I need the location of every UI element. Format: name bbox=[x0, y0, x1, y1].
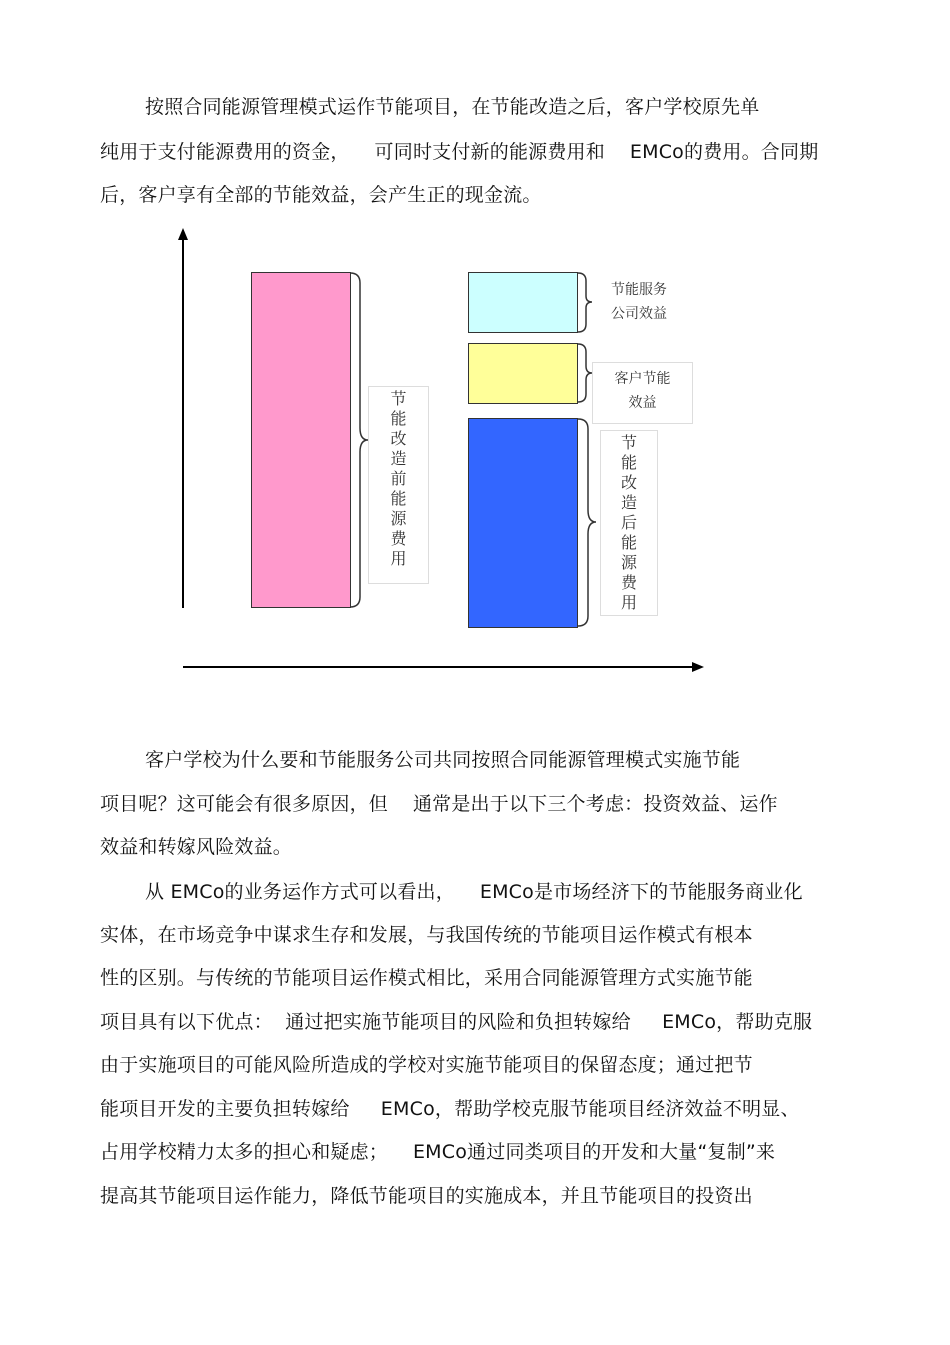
emco-benefit-bar bbox=[468, 272, 578, 333]
emco-benefit-label-line-1: 节能服务 bbox=[611, 282, 667, 298]
paragraph-1-line-3: 后，客户享有全部的节能效益，会产生正的现金流。 bbox=[100, 184, 542, 206]
vertical-char: 前 bbox=[390, 469, 407, 488]
bottom-brace-icon bbox=[578, 419, 596, 626]
y-axis-arrow-icon bbox=[178, 228, 188, 240]
vertical-char: 源 bbox=[390, 509, 407, 528]
pre-retrofit-label bbox=[368, 386, 429, 584]
left-brace-icon bbox=[350, 273, 368, 607]
paragraph-3-line-4: 项目具有以下优点： 通过把实施节能项目的风险和负担转嫁给 EMCo，帮助克服 bbox=[100, 1011, 813, 1033]
pre-retrofit-label-text bbox=[369, 389, 428, 569]
emco-benefit-label-line-2: 公司效益 bbox=[611, 306, 667, 322]
paragraph-3-line-5: 由于实施项目的可能风险所造成的学校对实施节能项目的保留态度；通过把节 bbox=[100, 1054, 753, 1076]
paragraph-2-line-3: 效益和转嫁风险效益。 bbox=[100, 836, 293, 858]
x-axis-arrow-icon bbox=[692, 662, 704, 672]
vertical-char: 用 bbox=[390, 549, 407, 568]
post-retrofit-label-text bbox=[601, 433, 657, 613]
vertical-char: 源 bbox=[620, 553, 637, 572]
top-brace-icon bbox=[578, 273, 592, 332]
paragraph-3-line-8: 提高其节能项目运作能力，降低节能项目的实施成本，并且节能项目的投资出 bbox=[100, 1185, 753, 1207]
emco-benefit-label bbox=[593, 273, 685, 333]
post-retrofit-label bbox=[600, 430, 658, 616]
vertical-char: 能 bbox=[620, 533, 637, 552]
vertical-char: 改 bbox=[390, 429, 407, 448]
mid-brace-icon bbox=[578, 344, 592, 402]
paragraph-2-line-2: 项目呢？这可能会有很多原因，但 通常是出于以下三个考虑：投资效益、运作 bbox=[100, 793, 778, 815]
client-benefit-label bbox=[592, 362, 693, 424]
vertical-char: 能 bbox=[620, 453, 637, 472]
vertical-char: 造 bbox=[390, 449, 407, 468]
client-benefit-label-line-1: 客户节能 bbox=[614, 371, 671, 387]
paragraph-3-line-6: 能项目开发的主要负担转嫁给 EMCo，帮助学校克服节能项目经济效益不明显、 bbox=[100, 1098, 800, 1120]
vertical-char: 费 bbox=[390, 529, 407, 548]
vertical-char: 节 bbox=[620, 433, 637, 452]
pre-retrofit-bar bbox=[251, 272, 351, 608]
paragraph-1-line-2: 纯用于支付能源费用的资金， 可同时支付新的能源费用和 EMCo的费用。合同期 bbox=[100, 141, 819, 163]
paragraph-2-line-1: 客户学校为什么要和节能服务公司共同按照合同能源管理模式实施节能 bbox=[145, 749, 741, 771]
vertical-char: 后 bbox=[620, 513, 637, 532]
client-benefit-label-line-2: 效益 bbox=[628, 395, 657, 411]
vertical-char: 造 bbox=[620, 493, 637, 512]
paragraph-1-line-1: 按照合同能源管理模式运作节能项目，在节能改造之后，客户学校原先单 bbox=[145, 96, 760, 118]
paragraph-3-line-2: 实体，在市场竞争中谋求生存和发展，与我国传统的节能项目运作模式有根本 bbox=[100, 924, 753, 946]
vertical-char: 改 bbox=[620, 473, 637, 492]
vertical-char: 节 bbox=[390, 389, 407, 408]
post-retrofit-bar bbox=[468, 418, 578, 628]
vertical-char: 能 bbox=[390, 489, 407, 508]
vertical-char: 用 bbox=[620, 593, 637, 612]
client-benefit-bar bbox=[468, 343, 578, 404]
paragraph-3-line-7: 占用学校精力太多的担心和疑虑； EMCo通过同类项目的开发和大量“复制”来 bbox=[100, 1141, 776, 1163]
vertical-char: 能 bbox=[390, 409, 407, 428]
vertical-char: 费 bbox=[620, 573, 637, 592]
paragraph-3-line-3: 性的区别。与传统的节能项目运作模式相比，采用合同能源管理方式实施节能 bbox=[100, 967, 753, 989]
paragraph-3-line-1: 从 EMCo的业务运作方式可以看出， EMCo是市场经济下的节能服务商业化 bbox=[145, 881, 803, 903]
